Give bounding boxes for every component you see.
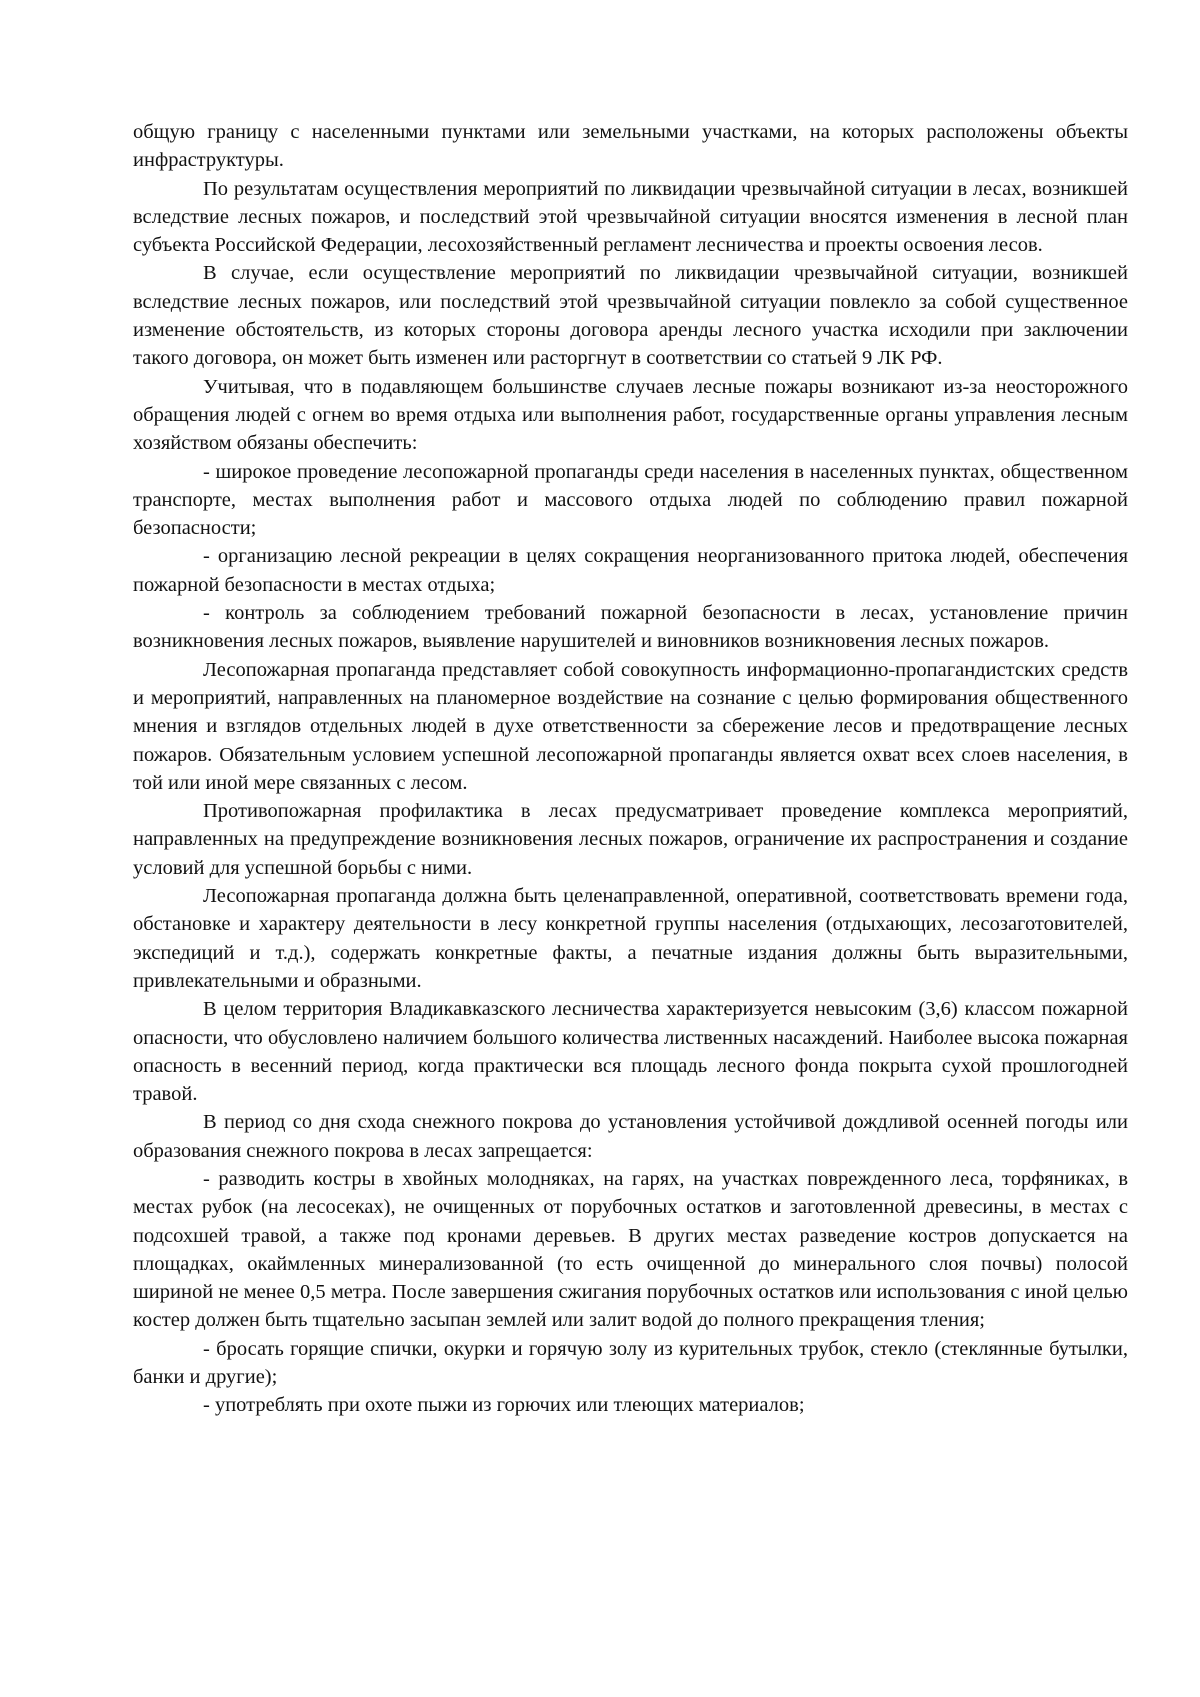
list-item-control: - контроль за соблюдением требований пожарной безопасности в лесах, установление причин возникновения лесных пожаров, выявление нарушителей и виновников возникновения лесных пожаров. bbox=[133, 602, 1128, 653]
paragraph-propaganda-requirements: Лесопожарная пропаганда должна быть целенаправленной, оперативной, соответствовать времени года, обстановке и характеру деятельности в лесу конкретной группы населения (отдыхающих, лесозаготовителей, экспедиций и т.д.), содержать конкретные факты, а печатные издания должны быть выразительными, привлекательными и образными. bbox=[133, 885, 1128, 992]
paragraph-propaganda-definition: Лесопожарная пропаганда представляет собой совокупность информационно-пропагандистских средств и мероприятий, направленных на планомерное воздействие на сознание с целью формирования общественного мнения и взглядов отдельных людей в духе ответственности за сбережение лесов и предотвращение лесных пожаров. Обязательным условием успешной лесопожарной пропаганды является охват всех слоев населения, в той или иной мере связанных с лесом. bbox=[133, 658, 1128, 794]
paragraph-2: По результатам осуществления мероприятий по ликвидации чрезвычайной ситуации в лесах, возникшей вследствие лесных пожаров, и последствий этой чрезвычайной ситуации вносятся изменения в лесной план субъекта Российской Федерации, лесохозяйственный регламент лесничества и проекты освоения лесов. bbox=[133, 177, 1128, 257]
list-item-wads: - употреблять при охоте пыжи из горючих или тлеющих материалов; bbox=[203, 1394, 805, 1417]
paragraph-prevention: Противопожарная профилактика в лесах предусматривает проведение комплекса мероприятий, направленных на предупреждение возникновения лесных пожаров, ограничение их распространения и создание условий для успешной борьбы с ними. bbox=[133, 800, 1128, 879]
list-item-propaganda: - широкое проведение лесопожарной пропаганды среди населения в населенных пунктах, общественном транспорте, местах выполнения работ и массового отдыха людей по соблюдению правил пожарной безопасности; bbox=[133, 460, 1128, 540]
paragraph-4: Учитывая, что в подавляющем большинстве случаев лесные пожары возникают из-за неосторожного обращения людей с огнем во время отдыха или выполнения работ, государственные органы управления лесным хозяйством обязаны обеспечить: bbox=[133, 375, 1128, 455]
list-item-matches: - бросать горящие спички, окурки и горячую золу из курительных трубок, стекло (стеклянные бутылки, банки и другие); bbox=[133, 1337, 1128, 1389]
paragraph-1: общую границу с населенными пунктами или земельными участками, на которых расположены объекты инфраструктуры. bbox=[133, 121, 1128, 172]
paragraph-3: В случае, если осуществление мероприятий по ликвидации чрезвычайной ситуации, возникшей вследствие лесных пожаров, или последствий этой чрезвычайной ситуации повлекло за собой существенное изменение обстоятельств, из которых стороны договора аренды лесного участка исходили при заключении такого договора, он может быть изменен или расторгнут в соответствии со статьей 9 ЛК РФ. bbox=[133, 262, 1128, 370]
paragraph-territory: В целом территория Владикавказского лесничества характеризуется невысоким (3,6) классом пожарной опасности, что обусловлено наличием большого количества лиственных насаждений. Наиболее высока пожарная опасность в весенний период, когда практически вся площадь лесного фонда покрыта сухой прошлогодней травой. bbox=[133, 998, 1128, 1106]
paragraph-prohibitions: В период со дня схода снежного покрова до установления устойчивой дождливой осенней погоды или образования снежного покрова в лесах запрещается: bbox=[133, 1111, 1128, 1162]
list-item-recreation: - организацию лесной рекреации в целях сокращения неорганизованного притока людей, обеспечения пожарной безопасности в местах отдыха; bbox=[133, 545, 1128, 596]
document-page bbox=[133, 118, 1128, 1420]
list-item-campfires: - разводить костры в хвойных молодняках, на гарях, на участках поврежденного леса, торфяниках, в местах рубок (на лесосеках), не очищенных от порубочных остатков и заготовленной древесины, в местах с подсохшей травой, а также под кронами деревьев. В других местах разведение костров допускается на площадках, окаймленных минерализованной (то есть очищенной до минерального слоя почвы) полосой шириной не менее 0,5 метра. После завершения сжигания порубочных остатков или использования с иной целью костер должен быть тщательно засыпан землей или залит водой до полного прекращения тления; bbox=[133, 1167, 1128, 1332]
